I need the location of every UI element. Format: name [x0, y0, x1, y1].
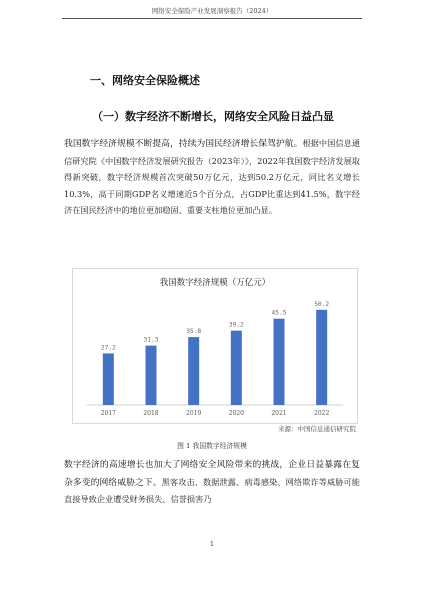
x-tick-label-2022: 2022 — [314, 410, 330, 417]
bar-2020 — [231, 331, 242, 405]
x-tick-label-2019: 2019 — [186, 410, 202, 417]
paragraph-1-lead: 我国数字经济规模不断提高，持续为国民经济增长保驾护航。 — [64, 139, 303, 149]
paragraph-1-body: 根据中国信息通信研究院《中国数字经济发展研究报告（2023年）》，2022年我国数字经济发展取得新突破，数字经济规模首次突破50万亿元，达到50.2万亿元，同比名义增长10.3%，高于同期GDP名义增速近5个百分点，占GDP比重达到41.5%，数字经济在国民经济中的地位更加稳固、重要支柱地位更加凸显。 — [64, 138, 360, 215]
x-tick-label-2020: 2020 — [228, 410, 244, 417]
x-tick-label-2018: 2018 — [143, 410, 159, 417]
data-label-2017: 27.2 — [100, 344, 116, 352]
chart-source: 来源：中国信息通信研究院 — [278, 425, 356, 433]
subsection-title: （一）数字经济不断增长，网络安全风险日益凸显 — [92, 110, 334, 123]
bar-2021 — [274, 319, 285, 405]
paragraph-2 — [64, 456, 360, 508]
paragraph-2-body: 黑客攻击、数据泄露、病毒感染、网络欺诈等威胁可能直接导致企业遭受财务损失、信誉损害乃 — [64, 476, 360, 504]
digital-economy-chart — [72, 268, 358, 424]
x-tick-label-2017: 2017 — [100, 410, 116, 417]
bar-2018 — [146, 346, 157, 405]
bar-2019 — [188, 337, 199, 405]
x-tick-label-2021: 2021 — [271, 410, 287, 417]
data-label-2022: 50.2 — [314, 300, 330, 308]
chart-svg — [73, 269, 357, 423]
paragraph-1 — [64, 135, 360, 219]
page-header: 网络安全保险产业发展洞察报告（2024） — [151, 7, 273, 15]
paragraph-2-lead: 数字经济的高速增长也加大了网络安全风险带来的挑战，企业日益暴露在复杂多变的网络威胁之下。 — [64, 460, 360, 488]
data-label-2019: 35.8 — [186, 328, 202, 336]
data-label-2018: 31.3 — [143, 336, 159, 344]
data-label-2020: 39.2 — [228, 321, 244, 329]
section-title: 一、网络安全保险概述 — [90, 74, 200, 87]
bar-2017 — [103, 353, 114, 405]
header-rule — [62, 18, 362, 19]
chart-title: 我国数字经济规模（万亿元） — [159, 278, 271, 288]
bar-2022 — [316, 310, 327, 405]
data-label-2021: 45.5 — [271, 309, 287, 317]
figure-caption: 图 1 我国数字经济规模 — [177, 442, 247, 450]
page-number: 1 — [209, 540, 215, 548]
